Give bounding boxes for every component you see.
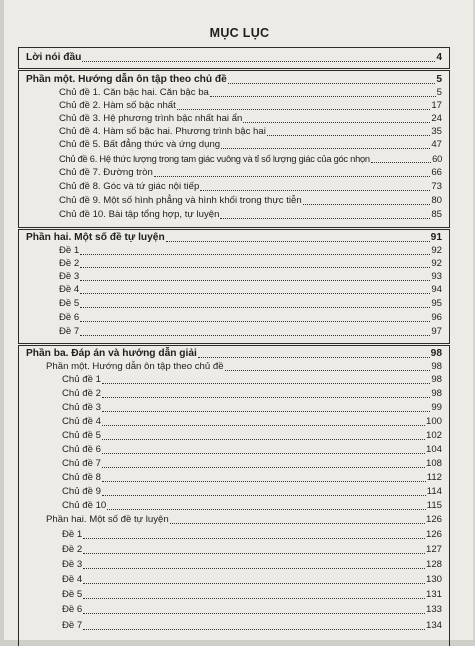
- dot-leader: [371, 162, 431, 163]
- toc-page-number: 47: [431, 139, 442, 150]
- toc-entry-label: Chủ đề 2: [62, 388, 101, 399]
- toc-entry-label: Đề 1: [59, 245, 80, 256]
- dot-leader: [80, 280, 430, 281]
- toc-entry-label: Chủ đề 3. Hệ phương trình bậc nhất hai ẩn: [59, 113, 243, 124]
- toc-part3-heading[interactable]: [26, 348, 442, 360]
- dot-leader: [102, 439, 425, 440]
- dot-leader: [303, 204, 431, 205]
- dot-leader: [80, 335, 430, 336]
- dot-leader: [267, 135, 430, 136]
- toc-page-number: 127: [425, 544, 442, 555]
- toc-page-number: 85: [431, 209, 442, 220]
- dot-leader: [80, 254, 430, 255]
- toc-part1-heading[interactable]: [26, 74, 442, 86]
- toc-entry[interactable]: [59, 284, 442, 296]
- dot-leader: [102, 425, 425, 426]
- toc-page-number: 134: [425, 620, 442, 631]
- toc-entry-label: Chủ đề 9: [62, 486, 101, 497]
- dot-leader: [102, 397, 430, 398]
- toc-entry[interactable]: [62, 486, 442, 498]
- toc-entry[interactable]: [62, 500, 442, 512]
- toc-entry-label: Đề 2: [62, 544, 83, 555]
- toc-page-number: 115: [426, 500, 442, 511]
- toc-entry[interactable]: [59, 326, 442, 338]
- toc-entry[interactable]: [62, 574, 442, 586]
- dot-leader: [210, 96, 436, 97]
- toc-entry[interactable]: [62, 430, 442, 442]
- toc-entry-label: Chủ đề 7: [62, 458, 101, 469]
- toc-page-number: 92: [431, 245, 442, 256]
- toc-entry[interactable]: [59, 195, 442, 207]
- toc-entry-label: Đề 6: [62, 604, 83, 615]
- toc-entry-label: Chủ đề 6: [62, 444, 101, 455]
- toc-page-number: 98: [431, 361, 442, 372]
- toc-page-number: 95: [431, 298, 442, 309]
- toc-page-number: 5: [436, 87, 442, 98]
- dot-leader: [177, 109, 431, 110]
- toc-page-number: 131: [425, 589, 442, 600]
- toc-page-number: 93: [431, 271, 442, 282]
- toc-entry[interactable]: [59, 113, 442, 125]
- toc-entry-label: Chủ đề 2. Hàm số bậc nhất: [59, 100, 176, 111]
- toc-entry[interactable]: [62, 374, 442, 386]
- toc-entry-label: Chủ đề 9. Một số hình phẳng và hình khối trong thực tiễn: [59, 195, 302, 206]
- toc-entry-label: Chủ đề 5: [62, 430, 101, 441]
- toc-entry[interactable]: [59, 139, 442, 151]
- toc-page-number: 98: [430, 348, 442, 359]
- toc-entry[interactable]: [62, 416, 442, 428]
- toc-entry[interactable]: [59, 258, 442, 270]
- dot-leader: [228, 83, 436, 84]
- toc-page-number: 92: [431, 258, 442, 269]
- toc-entry[interactable]: [59, 312, 442, 324]
- toc-entry-label: Chủ đề 6. Hệ thức lượng trong tam giác vuông và tỉ số lượng giác của góc nhọn: [59, 154, 370, 164]
- toc-entry-label: Chủ đề 4: [62, 416, 101, 427]
- toc-page-number: 91: [430, 232, 442, 243]
- dot-leader: [83, 629, 425, 630]
- toc-page-number: 133: [425, 604, 442, 615]
- toc-page-number: 104: [425, 444, 442, 455]
- toc-entry[interactable]: [59, 167, 442, 179]
- toc-entry[interactable]: [59, 181, 442, 193]
- toc-entry[interactable]: [62, 444, 442, 456]
- toc-entry-label: Chủ đề 8. Góc và tứ giác nội tiếp: [59, 181, 200, 192]
- toc-entry-label: Đề 2: [59, 258, 80, 269]
- toc-entry-preface[interactable]: [26, 52, 442, 64]
- toc-entry-label: Chủ đề 1: [62, 374, 101, 385]
- toc-entry-label: Đề 7: [62, 620, 83, 631]
- dot-leader: [80, 293, 430, 294]
- toc-entry-label: Chủ đề 5. Bất đẳng thức và ứng dụng: [59, 139, 221, 150]
- toc-page-number: 126: [425, 514, 442, 525]
- dot-leader: [80, 321, 430, 322]
- dot-leader: [83, 613, 425, 614]
- toc-page-number: 98: [431, 388, 442, 399]
- toc-entry-label: Đề 3: [62, 559, 83, 570]
- toc-page-number: 126: [425, 529, 442, 540]
- dot-leader: [102, 453, 425, 454]
- toc-entry-label: Chủ đề 4. Hàm số bậc hai. Phương trình bậc hai: [59, 126, 266, 137]
- toc-entry-label: Phần một. Hướng dẫn ôn tập theo chủ đề: [46, 361, 224, 372]
- dot-leader: [154, 176, 431, 177]
- dot-leader: [225, 370, 431, 371]
- toc-entry[interactable]: [62, 402, 442, 414]
- toc-entry-label: Lời nói đầu: [26, 52, 82, 63]
- toc-page-number: 94: [431, 284, 442, 295]
- toc-entry-label: Đề 5: [62, 589, 83, 600]
- toc-page-number: 60: [432, 154, 442, 164]
- toc-entry-label: Phần ba. Đáp án và hướng dẫn giải: [26, 348, 197, 359]
- toc-page-number: 130: [425, 574, 442, 585]
- toc-entry[interactable]: [59, 298, 442, 310]
- dot-leader: [83, 598, 425, 599]
- toc-entry[interactable]: [59, 126, 442, 138]
- toc-entry[interactable]: [62, 529, 442, 541]
- toc-entry[interactable]: [62, 472, 442, 484]
- toc-page-number: 114: [426, 486, 442, 497]
- dot-leader: [102, 383, 430, 384]
- toc-entry-label: Đề 6: [59, 312, 80, 323]
- toc-entry-label: Đề 4: [59, 284, 80, 295]
- toc-page-number: 108: [425, 458, 442, 469]
- toc-subsection-1[interactable]: [46, 361, 442, 373]
- toc-entry-label: Chủ đề 8: [62, 472, 101, 483]
- toc-entry[interactable]: [59, 209, 442, 221]
- dot-leader: [80, 267, 430, 268]
- dot-leader: [83, 583, 425, 584]
- toc-entry-label: Đề 3: [59, 271, 80, 282]
- toc-entry-label: Phần hai. Một số đề tự luyện: [26, 232, 165, 243]
- dot-leader: [80, 307, 430, 308]
- dot-leader: [102, 467, 425, 468]
- toc-page-number: 66: [431, 167, 442, 178]
- toc-entry[interactable]: [62, 458, 442, 470]
- toc-entry-label: Chủ đề 1. Căn bậc hai. Căn bậc ba: [59, 87, 209, 98]
- toc-entry-label: Đề 1: [62, 529, 83, 540]
- toc-entry-label: Đề 7: [59, 326, 80, 337]
- toc-page-number: 4: [436, 52, 442, 63]
- toc-entry-label: Đề 4: [62, 574, 83, 585]
- toc-entry-label: Chủ đề 7. Đường tròn: [59, 167, 153, 178]
- dot-leader: [83, 553, 425, 554]
- toc-page-number: 5: [436, 74, 442, 85]
- dot-leader: [221, 148, 430, 149]
- toc-entry[interactable]: [59, 245, 442, 257]
- dot-leader: [170, 523, 425, 524]
- toc-entry[interactable]: [62, 589, 442, 601]
- book-page: [4, 0, 475, 640]
- toc-page-number: 99: [431, 402, 442, 413]
- toc-entry[interactable]: [62, 388, 442, 400]
- dot-leader: [198, 357, 430, 358]
- dot-leader: [82, 61, 435, 62]
- toc-page-number: 102: [425, 430, 442, 441]
- toc-entry[interactable]: [62, 620, 442, 632]
- toc-entry[interactable]: [59, 153, 442, 165]
- dot-leader: [107, 509, 425, 510]
- dot-leader: [166, 241, 430, 242]
- toc-page-number: 128: [425, 559, 442, 570]
- toc-entry[interactable]: [62, 544, 442, 556]
- dot-leader: [102, 481, 426, 482]
- dot-leader: [200, 190, 430, 191]
- toc-page-number: 96: [431, 312, 442, 323]
- toc-entry-label: Chủ đề 10. Bài tập tổng hợp, tự luyện: [59, 209, 220, 220]
- toc-page-number: 97: [431, 326, 442, 337]
- toc-page-number: 98: [431, 374, 442, 385]
- dot-leader: [243, 122, 430, 123]
- toc-entry[interactable]: [59, 87, 442, 99]
- toc-entry-label: Đề 5: [59, 298, 80, 309]
- toc-entry-label: Chủ đề 10: [62, 500, 107, 511]
- toc-page-number: 112: [426, 472, 442, 483]
- toc-page-number: 24: [431, 113, 442, 124]
- toc-entry[interactable]: [59, 271, 442, 283]
- dot-leader: [102, 411, 430, 412]
- toc-page-number: 17: [431, 100, 442, 111]
- toc-entry-label: Chủ đề 3: [62, 402, 101, 413]
- dot-leader: [102, 495, 426, 496]
- toc-entry[interactable]: [62, 559, 442, 571]
- toc-part2-heading[interactable]: [26, 232, 442, 244]
- toc-entry-label: Phần hai. Một số đề tự luyện: [46, 514, 169, 525]
- page-title: MỤC LỤC: [209, 26, 270, 40]
- toc-entry[interactable]: [62, 604, 442, 616]
- toc-page-number: 73: [431, 181, 442, 192]
- dot-leader: [83, 538, 425, 539]
- toc-page-number: 80: [431, 195, 442, 206]
- dot-leader: [83, 568, 425, 569]
- toc-entry-label: Phần một. Hướng dẫn ôn tập theo chủ đề: [26, 74, 227, 85]
- dot-leader: [220, 218, 430, 219]
- toc-page-number: 100: [425, 416, 442, 427]
- toc-subsection-2[interactable]: [46, 514, 442, 526]
- toc-page-number: 35: [431, 126, 442, 137]
- toc-entry[interactable]: [59, 100, 442, 112]
